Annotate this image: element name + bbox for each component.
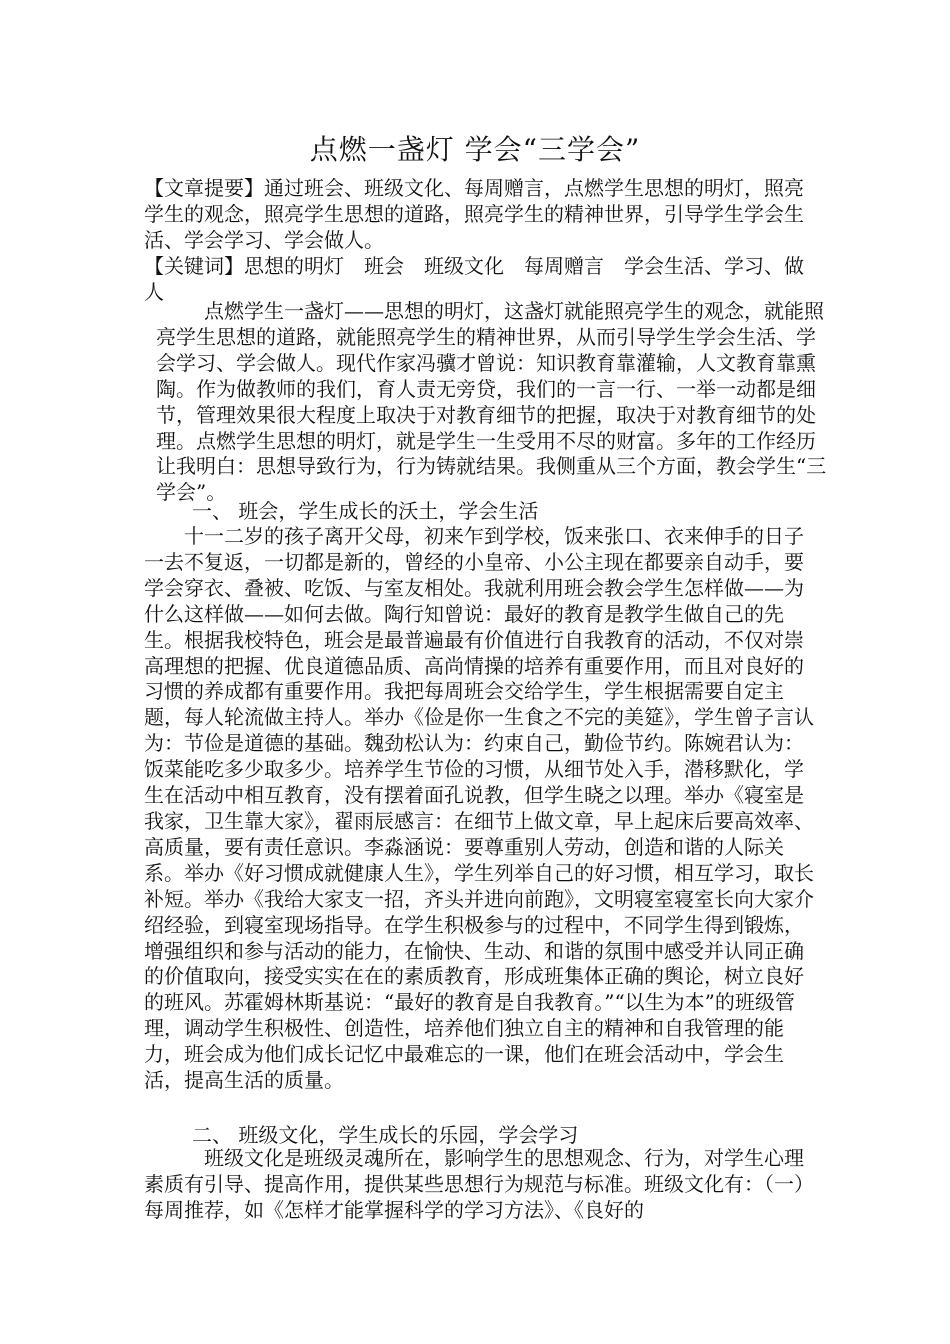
intro-text: 点燃学生一盏灯——思想的明灯，这盏灯就能照亮学生的观念，就能照亮学生思想的道路，就能照亮学生的精神世界，从而引导学生学会生活、学会学习、学会做人。现代作家冯骥才曾说：知识教育靠灌输，人文教育靠熏陶。作为做教师的我们，育人责无旁贷，我们的一言一行、一举一动都是细节，管理效果很大程度上取决于对教育细节的把握，取决于对教育细节的处理。点燃学生思想的明灯，就是学生一生受用不尽的财富。多年的工作经历让我明白：思想导致行为，行为铸就结果。我侧重从三个方面，教会学生“三学会”。 [156,299,827,505]
section-1-heading: 一、 班会，学生成长的沃土，学会生活 [192,499,539,523]
intro-paragraph [156,299,834,506]
section-2-body [144,1146,814,1224]
section-1-text: 十一二岁的孩子离开父母，初来乍到学校，饭来张口、衣来伸手的日子一去不复返，一切都是新的，曾经的小皇帝、小公主现在都要亲自动手，要学会穿衣、叠被、吃饭、与室友相处。我就利用班会教会学生怎样做——为什么这样做——如何去做。陶行知曾说：最好的教育是教学生做自己的先生。根据我校特色，班会是最普遍最有价值进行自我教育的活动，不仅对崇高理想的把握、优良道德品质、高尚情操的培养有重要作用，而且对良好的习惯的养成都有重要作用。我把每周班会交给学生，学生根据需要自定主题，每人轮流做主持人。举办《俭是你一生食之不完的美筵》，学生曾子言认为：节俭是道德的基础。魏劲松认为：约束自己，勤俭节约。陈婉君认为：饭菜能吃多少取多少。培养学生节俭的习惯，从细节处入手，潜移默化，学生在活动中相互教育，没有摆着面孔说教，但学生晓之以理。举办《寝室是我家，卫生靠大家》，翟雨辰感言：在细节上做文章，早上起床后要高效率、高质量，要有责任意识。李淼涵说：要尊重别人劳动，创造和谐的人际关系。举办《好习惯成就健康人生》，学生列举自己的好习惯，相互学习，取长补短。举办《我给大家支一招，齐头并进向前跑》，文明寝室寝室长向大家介绍经验，到寝室现场指导。在学生积极参与的过程中，不同学生得到锻炼，增强组织和参与活动的能力，在愉快、生动、和谐的氛围中感受并认同正确的价值取向，接受实实在在的素质教育，形成班集体正确的舆论，树立良好的班风。苏霍姆林斯基说：“最好的教育是自我教育。”“以生为本”的班级管理，调动学生积极性、创造性，培养他们独立自主的精神和自我管理的能力，班会成为他们成长记忆中最难忘的一课，他们在班会活动中，学会生活，提高生活的质量。 [144,524,814,1093]
document-title: 点燃一盏灯 学会“三学会” [309,133,641,166]
section-2-text: 班级文化是班级灵魂所在，影响学生的思想观念、行为，对学生心理素质有引导、提高作用，提供某些思想行为规范与标准。班级文化有：（一）每周推荐，如《怎样才能掌握科学的学习方法》、《良好的 [144,1146,814,1222]
section-2-heading: 二、 班级文化，学生成长的乐园，学会学习 [192,1123,579,1147]
keywords-text: 【关键词】思想的明灯 班会 班级文化 每周赠言 学会生活、学习、做人 [144,254,804,304]
section-1-body [144,524,814,1094]
abstract-text: 【文章提要】通过班会、班级文化、每周赠言，点燃学生思想的明灯，照亮学生的观念，照亮学生思想的道路，照亮学生的精神世界，引导学生学会生活、学会学习、学会做人。 [144,176,804,252]
abstract-paragraph [144,176,814,254]
